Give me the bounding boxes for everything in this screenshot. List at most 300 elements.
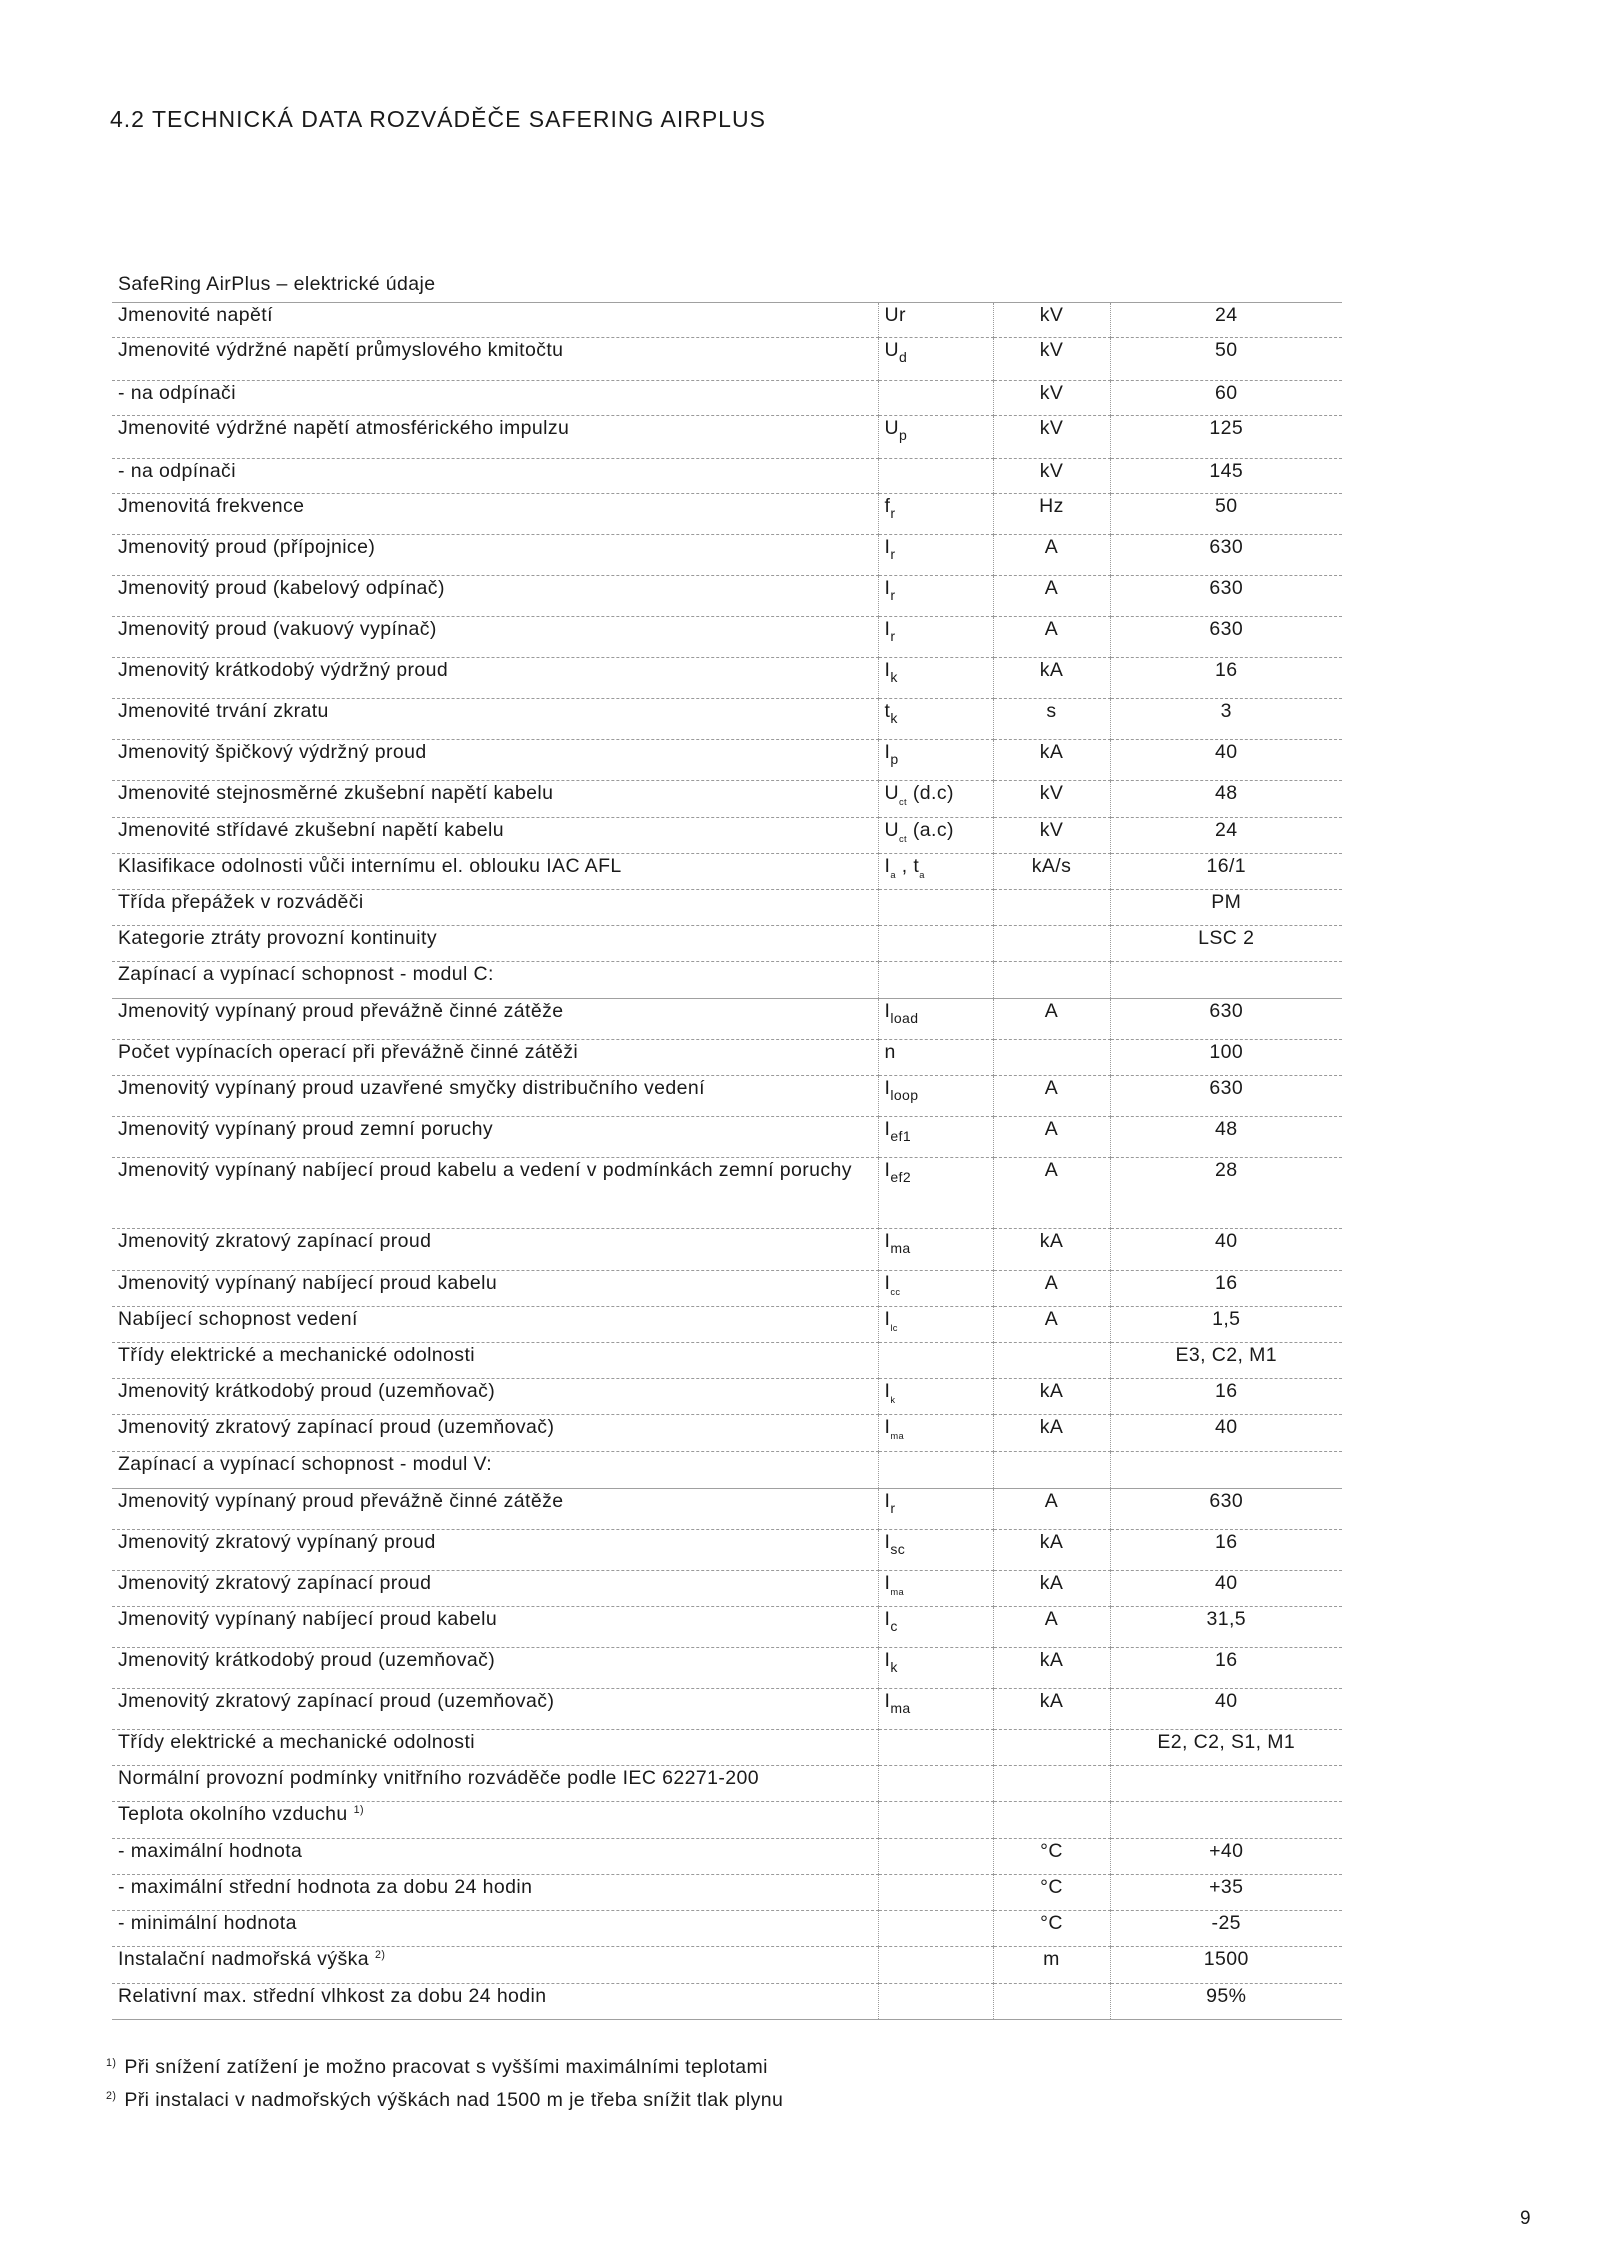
unit-cell: A (993, 1116, 1110, 1157)
table-row (112, 657, 1342, 698)
symbol-cell (878, 1570, 993, 1606)
footnote-1 (106, 2056, 783, 2079)
parameter-cell (112, 1342, 878, 1378)
symbol-cell (878, 1765, 993, 1801)
symbol-suffix: , t (895, 854, 920, 877)
value-cell: 16 (1110, 1647, 1342, 1688)
table-row (112, 1075, 1342, 1116)
value-cell: 16 (1110, 1270, 1342, 1306)
table-row (112, 534, 1342, 575)
symbol: I (884, 1229, 891, 1252)
unit-cell: A (993, 1306, 1110, 1342)
footnote-mark: 2) (106, 2090, 117, 2102)
parameter-label: Instalační nadmořská výška (118, 1947, 370, 1970)
value-cell: 125 (1110, 415, 1342, 458)
symbol-cell (878, 1116, 993, 1157)
unit-cell (993, 1983, 1110, 2019)
symbol-cell (878, 302, 993, 337)
parameter-cell (112, 458, 878, 493)
parameter-cell (112, 1414, 878, 1451)
symbol-cell (878, 616, 993, 657)
parameter-cell (112, 1270, 878, 1306)
parameter-label: Jmenovité výdržné napětí průmyslového kmitočtu (118, 338, 564, 361)
value-cell: 145 (1110, 458, 1342, 493)
parameter-label: Jmenovitý proud (kabelový odpínač) (118, 576, 445, 599)
symbol: I (884, 535, 891, 558)
unit-cell: m (993, 1946, 1110, 1983)
symbol-subscript: a (890, 869, 896, 880)
table-row (112, 889, 1342, 925)
parameter-cell (112, 698, 878, 739)
parameter-label: Zapínací a vypínací schopnost - modul C: (118, 962, 494, 985)
symbol: I (884, 1307, 891, 1330)
symbol-subscript: ma (890, 1239, 911, 1256)
parameter-cell (112, 1910, 878, 1946)
symbol-subscript: r (890, 1499, 896, 1516)
symbol: I (884, 1415, 891, 1438)
unit-cell: kV (993, 380, 1110, 415)
parameter-label: Jmenovité trvání zkratu (118, 699, 329, 722)
symbol: I (884, 1271, 891, 1294)
symbol-cell (878, 380, 993, 415)
value-cell (1110, 1801, 1342, 1838)
table-row (112, 616, 1342, 657)
parameter-cell (112, 739, 878, 780)
symbol: I (884, 576, 891, 599)
unit-cell: A (993, 575, 1110, 616)
parameter-label: Nabíjecí schopnost vedení (118, 1307, 358, 1330)
symbol-cell (878, 1488, 993, 1529)
symbol-subscript: r (890, 586, 896, 603)
symbol-suffix: (d.c) (907, 781, 954, 804)
parameter-label: Jmenovité napětí (118, 303, 273, 326)
unit-cell: kA (993, 739, 1110, 780)
parameter-label: Jmenovité stejnosměrné zkušební napětí kabelu (118, 781, 554, 804)
unit-cell (993, 1342, 1110, 1378)
parameter-label: Jmenovitá frekvence (118, 494, 305, 517)
symbol: I (884, 1379, 891, 1402)
parameter-label: Jmenovitý krátkodobý výdržný proud (118, 658, 449, 681)
value-cell: 630 (1110, 616, 1342, 657)
value-cell: 40 (1110, 739, 1342, 780)
page-number: 9 (1520, 2208, 1531, 2229)
symbol-cell (878, 1529, 993, 1570)
symbol: I (884, 740, 891, 763)
unit-cell: A (993, 1606, 1110, 1647)
parameter-label: Jmenovitý krátkodobý proud (uzemňovač) (118, 1379, 496, 1402)
unit-cell: kA (993, 1529, 1110, 1570)
table-row (112, 1270, 1342, 1306)
symbol-cell (878, 657, 993, 698)
symbol-cell (878, 1157, 993, 1228)
symbol-subscript: r (890, 504, 896, 521)
parameter-label: Jmenovitý proud (vakuový vypínač) (118, 617, 437, 640)
section-row (112, 961, 1342, 998)
table-row (112, 925, 1342, 961)
parameter-label: Relativní max. střední vlhkost za dobu 24 hodin (118, 1984, 547, 2007)
parameter-cell (112, 925, 878, 961)
unit-cell: A (993, 534, 1110, 575)
value-cell (1110, 1765, 1342, 1801)
unit-cell: kA (993, 657, 1110, 698)
symbol-subscript: ct (898, 796, 908, 807)
parameter-cell (112, 616, 878, 657)
value-cell: E2, C2, S1, M1 (1110, 1729, 1342, 1765)
parameter-cell (112, 1838, 878, 1874)
table-row (112, 1306, 1342, 1342)
table-row (112, 1606, 1342, 1647)
unit-cell: kA (993, 1414, 1110, 1451)
symbol-subscript: ma (890, 1586, 905, 1597)
unit-cell: A (993, 616, 1110, 657)
parameter-cell (112, 337, 878, 380)
parameter-cell (112, 1765, 878, 1801)
symbol-cell (878, 493, 993, 534)
symbol: I (884, 1648, 891, 1671)
symbol: I (884, 1117, 891, 1140)
parameter-label: Jmenovitý špičkový výdržný proud (118, 740, 427, 763)
symbol-subscript: ef2 (890, 1168, 912, 1185)
table-row (112, 698, 1342, 739)
symbol-subscript: c (890, 1617, 898, 1634)
parameter-label: Třídy elektrické a mechanické odolnosti (118, 1730, 476, 1753)
unit-cell: kA (993, 1378, 1110, 1414)
parameter-label: - na odpínači (118, 381, 236, 404)
value-cell: 16 (1110, 1378, 1342, 1414)
table-row (112, 853, 1342, 889)
parameter-cell (112, 575, 878, 616)
value-cell: +35 (1110, 1874, 1342, 1910)
symbol-subscript: r (890, 627, 896, 644)
parameter-cell (112, 780, 878, 817)
table-row (112, 380, 1342, 415)
symbol: t (884, 699, 891, 722)
table-row (112, 1529, 1342, 1570)
value-cell: 60 (1110, 380, 1342, 415)
parameter-cell (112, 1157, 878, 1228)
value-cell: 50 (1110, 337, 1342, 380)
unit-cell: kA/s (993, 853, 1110, 889)
unit-cell: A (993, 998, 1110, 1039)
value-cell: -25 (1110, 1910, 1342, 1946)
parameter-label: Jmenovitý vypínaný nabíjecí proud kabelu (118, 1607, 498, 1630)
unit-cell: °C (993, 1838, 1110, 1874)
unit-cell: A (993, 1488, 1110, 1529)
value-cell: 630 (1110, 534, 1342, 575)
parameter-cell (112, 1075, 878, 1116)
parameter-cell (112, 1570, 878, 1606)
value-cell: 3 (1110, 698, 1342, 739)
parameter-label: Jmenovitý krátkodobý proud (uzemňovač) (118, 1648, 496, 1671)
symbol-cell (878, 1075, 993, 1116)
table-row (112, 1414, 1342, 1451)
table-row (112, 1116, 1342, 1157)
parameter-cell (112, 1647, 878, 1688)
symbol-subscript: r (890, 545, 896, 562)
value-cell: +40 (1110, 1838, 1342, 1874)
symbol-cell (878, 1910, 993, 1946)
symbol: I (884, 854, 891, 877)
symbol-subscript: ma (890, 1430, 905, 1441)
symbol: I (884, 1607, 891, 1630)
value-cell: LSC 2 (1110, 925, 1342, 961)
footnote-text: Při instalaci v nadmořských výškách nad 1500 m je třeba snížit tlak plynu (124, 2089, 784, 2111)
symbol: I (884, 999, 891, 1022)
parameter-label: Kategorie ztráty provozní kontinuity (118, 926, 437, 949)
table-row (112, 1342, 1342, 1378)
value-cell: 16 (1110, 657, 1342, 698)
value-cell: PM (1110, 889, 1342, 925)
symbol-cell (878, 998, 993, 1039)
parameter-label: Jmenovitý zkratový vypínaný proud (118, 1530, 436, 1553)
parameter-cell (112, 1378, 878, 1414)
unit-cell (993, 889, 1110, 925)
parameter-cell (112, 1488, 878, 1529)
symbol-subscript: cc (890, 1286, 901, 1297)
parameter-label: Jmenovité výdržné napětí atmosférického impulzu (118, 416, 570, 439)
value-cell (1110, 1451, 1342, 1488)
value-cell: 40 (1110, 1414, 1342, 1451)
parameter-cell (112, 1983, 878, 2019)
parameter-label: Jmenovitý vypínaný proud převážně činné zátěže (118, 1489, 564, 1512)
unit-cell: kA (993, 1228, 1110, 1270)
parameter-label: Jmenovité střídavé zkušební napětí kabelu (118, 818, 505, 841)
symbol: I (884, 1530, 891, 1553)
symbol-suffix: (a.c) (907, 818, 954, 841)
unit-cell: kA (993, 1688, 1110, 1729)
parameter-cell (112, 302, 878, 337)
parameter-cell (112, 1729, 878, 1765)
symbol-cell (878, 1306, 993, 1342)
symbol-cell (878, 1647, 993, 1688)
value-cell: 50 (1110, 493, 1342, 534)
unit-cell (993, 1765, 1110, 1801)
parameter-label: Jmenovitý vypínaný proud převážně činné zátěže (118, 999, 564, 1022)
symbol-subscript: loop (890, 1086, 919, 1103)
symbol-cell (878, 961, 993, 998)
table-row (112, 493, 1342, 534)
unit-cell: °C (993, 1910, 1110, 1946)
value-cell: 40 (1110, 1228, 1342, 1270)
value-cell: 48 (1110, 780, 1342, 817)
parameter-label: - maximální střední hodnota za dobu 24 hodin (118, 1875, 533, 1898)
symbol: I (884, 1489, 891, 1512)
symbol-cell (878, 817, 993, 853)
unit-cell (993, 1729, 1110, 1765)
parameter-cell (112, 1606, 878, 1647)
unit-cell: kV (993, 817, 1110, 853)
symbol-cell (878, 1378, 993, 1414)
unit-cell: kV (993, 415, 1110, 458)
symbol-cell (878, 1414, 993, 1451)
value-cell: 40 (1110, 1688, 1342, 1729)
symbol-subscript: k (890, 1658, 898, 1675)
unit-cell: kV (993, 458, 1110, 493)
symbol: U (884, 416, 899, 439)
table-row (112, 1729, 1342, 1765)
parameter-label: Zapínací a vypínací schopnost - modul V: (118, 1452, 493, 1475)
parameter-label: Třídy elektrické a mechanické odolnosti (118, 1343, 476, 1366)
symbol-cell (878, 1606, 993, 1647)
table-row (112, 1946, 1342, 1983)
footnote-text: Při snížení zatížení je možno pracovat s vyššími maximálními teplotami (124, 2056, 768, 2078)
table-row (112, 302, 1342, 337)
symbol-cell (878, 925, 993, 961)
table-row (112, 1157, 1342, 1228)
parameter-label: Teplota okolního vzduchu (118, 1802, 348, 1825)
unit-cell (993, 925, 1110, 961)
symbol-subscript: k (890, 1394, 896, 1405)
table-row (112, 1910, 1342, 1946)
parameter-cell (112, 1688, 878, 1729)
parameter-label: Jmenovitý vypínaný nabíjecí proud kabelu a vedení v podmínkách zemní poruchy (118, 1158, 852, 1181)
value-cell: 630 (1110, 1075, 1342, 1116)
symbol: I (884, 1076, 891, 1099)
parameter-label: Jmenovitý zkratový zapínací proud (uzemňovač) (118, 1415, 555, 1438)
symbol-cell (878, 415, 993, 458)
symbol-cell (878, 1228, 993, 1270)
parameter-cell (112, 889, 878, 925)
value-cell: E3, C2, M1 (1110, 1342, 1342, 1378)
symbol-cell (878, 889, 993, 925)
symbol: Ur (884, 303, 906, 326)
unit-cell: kA (993, 1647, 1110, 1688)
value-cell: 48 (1110, 1116, 1342, 1157)
parameter-label: Jmenovitý zkratový zapínací proud (118, 1229, 432, 1252)
symbol-subscript: p (898, 426, 908, 443)
footnote-2 (106, 2089, 783, 2112)
value-cell: 1,5 (1110, 1306, 1342, 1342)
symbol-subscript: ct (898, 833, 908, 844)
symbol: U (884, 818, 899, 841)
parameter-label: Jmenovitý proud (přípojnice) (118, 535, 376, 558)
symbol: f (884, 494, 891, 517)
symbol-cell (878, 739, 993, 780)
symbol-subscript: sc (890, 1540, 906, 1557)
symbol: I (884, 1158, 891, 1181)
unit-cell: °C (993, 1874, 1110, 1910)
table-row (112, 780, 1342, 817)
symbol-cell (878, 1874, 993, 1910)
unit-cell: A (993, 1157, 1110, 1228)
value-cell: 16 (1110, 1529, 1342, 1570)
parameter-cell (112, 534, 878, 575)
table-row (112, 1874, 1342, 1910)
parameter-cell (112, 1529, 878, 1570)
unit-cell: kV (993, 302, 1110, 337)
parameter-label: - maximální hodnota (118, 1839, 303, 1862)
value-cell: 16/1 (1110, 853, 1342, 889)
unit-cell: Hz (993, 493, 1110, 534)
table-row (112, 1983, 1342, 2019)
table-row (112, 1838, 1342, 1874)
parameter-label: Jmenovitý vypínaný nabíjecí proud kabelu (118, 1271, 498, 1294)
parameter-label: - minimální hodnota (118, 1911, 297, 1934)
parameter-cell (112, 657, 878, 698)
parameter-cell (112, 493, 878, 534)
table-row (112, 817, 1342, 853)
parameter-label: Jmenovitý vypínaný proud zemní poruchy (118, 1117, 494, 1140)
parameter-cell (112, 1228, 878, 1270)
footnote-reference: 2) (375, 1948, 386, 1961)
table-row (112, 739, 1342, 780)
symbol: I (884, 1689, 891, 1712)
footnotes (106, 2056, 783, 2122)
unit-cell: s (993, 698, 1110, 739)
table-row (112, 1378, 1342, 1414)
table-row (112, 1688, 1342, 1729)
unit-cell: A (993, 1270, 1110, 1306)
table-row (112, 1765, 1342, 1801)
parameter-cell (112, 380, 878, 415)
value-cell: 630 (1110, 1488, 1342, 1529)
parameter-cell (112, 853, 878, 889)
parameter-label: Jmenovitý zkratový zapínací proud (118, 1571, 432, 1594)
value-cell: 1500 (1110, 1946, 1342, 1983)
symbol: I (884, 1571, 891, 1594)
table-row (112, 337, 1342, 380)
parameter-cell (112, 1039, 878, 1075)
page-heading: 4.2 TECHNICKÁ DATA ROZVÁDĚČE SAFERING AIRPLUS (110, 106, 766, 132)
symbol-cell (878, 458, 993, 493)
parameter-cell (112, 1946, 878, 1983)
symbol-cell (878, 1039, 993, 1075)
section-row (112, 1451, 1342, 1488)
symbol-cell (878, 853, 993, 889)
unit-cell: kV (993, 337, 1110, 380)
table-row (112, 1228, 1342, 1270)
parameter-label: Klasifikace odolnosti vůči internímu el. oblouku IAC AFL (118, 854, 622, 877)
symbol-subscript: p (890, 750, 899, 767)
table-row (112, 1570, 1342, 1606)
symbol: I (884, 617, 891, 640)
symbol: n (884, 1040, 896, 1063)
symbol-cell (878, 534, 993, 575)
unit-cell (993, 1039, 1110, 1075)
symbol-cell (878, 1729, 993, 1765)
table-row (112, 998, 1342, 1039)
parameter-label: - na odpínači (118, 459, 236, 482)
unit-cell (993, 1451, 1110, 1488)
symbol: U (884, 781, 899, 804)
symbol-cell (878, 1946, 993, 1983)
parameter-cell (112, 998, 878, 1039)
unit-cell: kA (993, 1570, 1110, 1606)
parameter-cell (112, 961, 878, 998)
unit-cell (993, 961, 1110, 998)
parameter-label: Jmenovitý vypínaný proud uzavřené smyčky distribučního vedení (118, 1076, 705, 1099)
symbol: U (884, 338, 899, 361)
table-row (112, 1647, 1342, 1688)
table-row (112, 1488, 1342, 1529)
value-cell: 630 (1110, 998, 1342, 1039)
unit-cell: kV (993, 780, 1110, 817)
parameter-label: Jmenovitý zkratový zapínací proud (uzemňovač) (118, 1689, 555, 1712)
symbol-cell (878, 1342, 993, 1378)
parameter-cell (112, 1801, 878, 1838)
technical-data-table (112, 268, 1342, 2020)
table-row (112, 415, 1342, 458)
parameter-label: Normální provozní podmínky vnitřního rozváděče podle IEC 62271-200 (118, 1766, 759, 1789)
parameter-cell (112, 1306, 878, 1342)
value-cell: 630 (1110, 575, 1342, 616)
symbol-subscript: ef1 (890, 1127, 912, 1144)
value-cell: 100 (1110, 1039, 1342, 1075)
value-cell: 28 (1110, 1157, 1342, 1228)
symbol-subscript: k (890, 668, 898, 685)
value-cell: 24 (1110, 302, 1342, 337)
parameter-label: Třída přepážek v rozváděči (118, 890, 364, 913)
